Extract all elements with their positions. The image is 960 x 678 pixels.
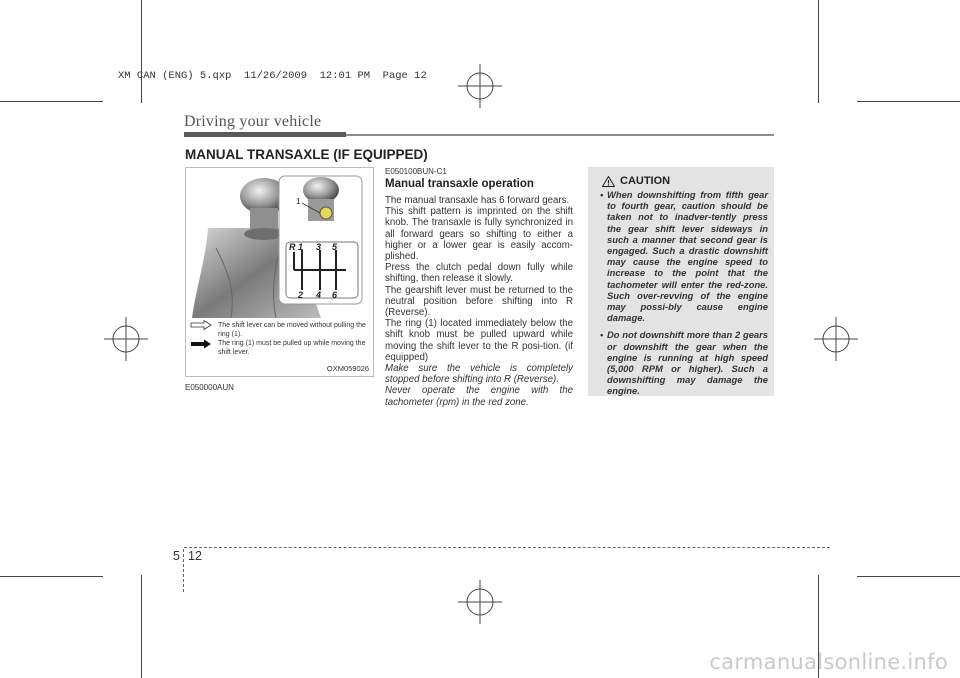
caption-line-2: The ring (1) must be pulled up while moving the shift lever. [218, 340, 366, 356]
filled-arrow-icon [190, 339, 212, 349]
gear-label-r: R [289, 242, 296, 252]
gear-label-2: 2 [298, 290, 304, 300]
footer-divider [183, 549, 185, 592]
section-title: MANUAL TRANSAXLE (IF EQUIPPED) [185, 147, 428, 162]
gear-shift-illustration [186, 168, 373, 318]
gear-label-6: 6 [332, 290, 338, 300]
registration-mark-icon [458, 580, 502, 624]
crop-mark [141, 0, 142, 103]
subsection-title: Manual transaxle operation [385, 178, 534, 190]
crop-mark [0, 101, 103, 102]
paragraph: The manual transaxle has 6 forward gears. [385, 195, 570, 206]
header-bar [184, 132, 346, 137]
caution-item: • Do not downshift more than 2 gears or downshift the gear when the engine is running at high speed (5,000 RPM or higher). Such a downshifting may damage the engine. [600, 329, 768, 397]
paragraph: Press the clutch pedal down fully while shifting, then release it slowly. [385, 262, 573, 285]
italic-note: Make sure the vehicle is completely stopped before shifting into R (Reverse). [385, 363, 573, 386]
paragraph: This shift pattern is imprinted on the shift knob. The transaxle is fully synchronized in all forward gears so shifting to either a higher or a lower gear is easily accom-plished. [385, 206, 573, 263]
italic-note: Never operate the engine with the tachometer (rpm) in the red zone. [385, 385, 573, 408]
page-header-title: Driving your vehicle [184, 113, 322, 130]
footer-rule [184, 547, 830, 548]
gear-label-5: 5 [332, 242, 338, 252]
subsection-code: E050100BUN-C1 [385, 167, 447, 176]
registration-mark-icon [814, 317, 858, 361]
gear-label-4: 4 [316, 290, 322, 300]
crop-mark [0, 576, 103, 577]
chapter-number: 5 [173, 549, 180, 563]
caution-list [596, 189, 768, 403]
page-number: 12 [188, 549, 202, 563]
print-slug: XM CAN (ENG) 5.qxp 11/26/2009 12:01 PM Page 12 [118, 70, 427, 82]
paragraph: The ring (1) located immediately below the shift knob must be pulled upward while moving the shift lever to the R posi-tion. (if equipped) [385, 318, 573, 363]
gear-label-3: 3 [316, 242, 322, 252]
section-code: E050000AUN [185, 383, 234, 392]
crop-mark [857, 576, 960, 577]
outline-arrow-icon [190, 320, 212, 330]
paragraph: The gearshift lever must be returned to the neutral position before shifting into R (Reverse). [385, 284, 573, 319]
main-column [385, 167, 573, 408]
header-rule [346, 134, 774, 136]
watermark: carmanualsonline.info [709, 650, 948, 674]
figure-caption [218, 321, 370, 357]
caution-item: • When downshifting from fifth gear to fourth gear, caution should be taken not to inadver-tently press the gear shift lever sideways in such a manner that second gear is engaged. Such a drastic downshift may cause the engine speed to increase to the point that the tachometer will enter the red-zone. Such over-revving of the engine may possi-bly cause engine damage. [600, 189, 768, 324]
crop-mark [141, 575, 142, 678]
warning-triangle-icon [602, 176, 615, 187]
registration-mark-icon [104, 317, 148, 361]
registration-mark-icon [458, 64, 502, 108]
figure-code: OXM059026 [326, 364, 369, 373]
crop-mark [818, 0, 819, 103]
caution-box [588, 167, 774, 396]
gear-label-1: 1 [298, 242, 304, 252]
caution-title: CAUTION [620, 175, 671, 187]
caption-line-1: The shift lever can be moved without pulling the ring (1). [218, 322, 366, 338]
crop-mark [857, 101, 960, 102]
ring-label: 1 [296, 197, 301, 206]
